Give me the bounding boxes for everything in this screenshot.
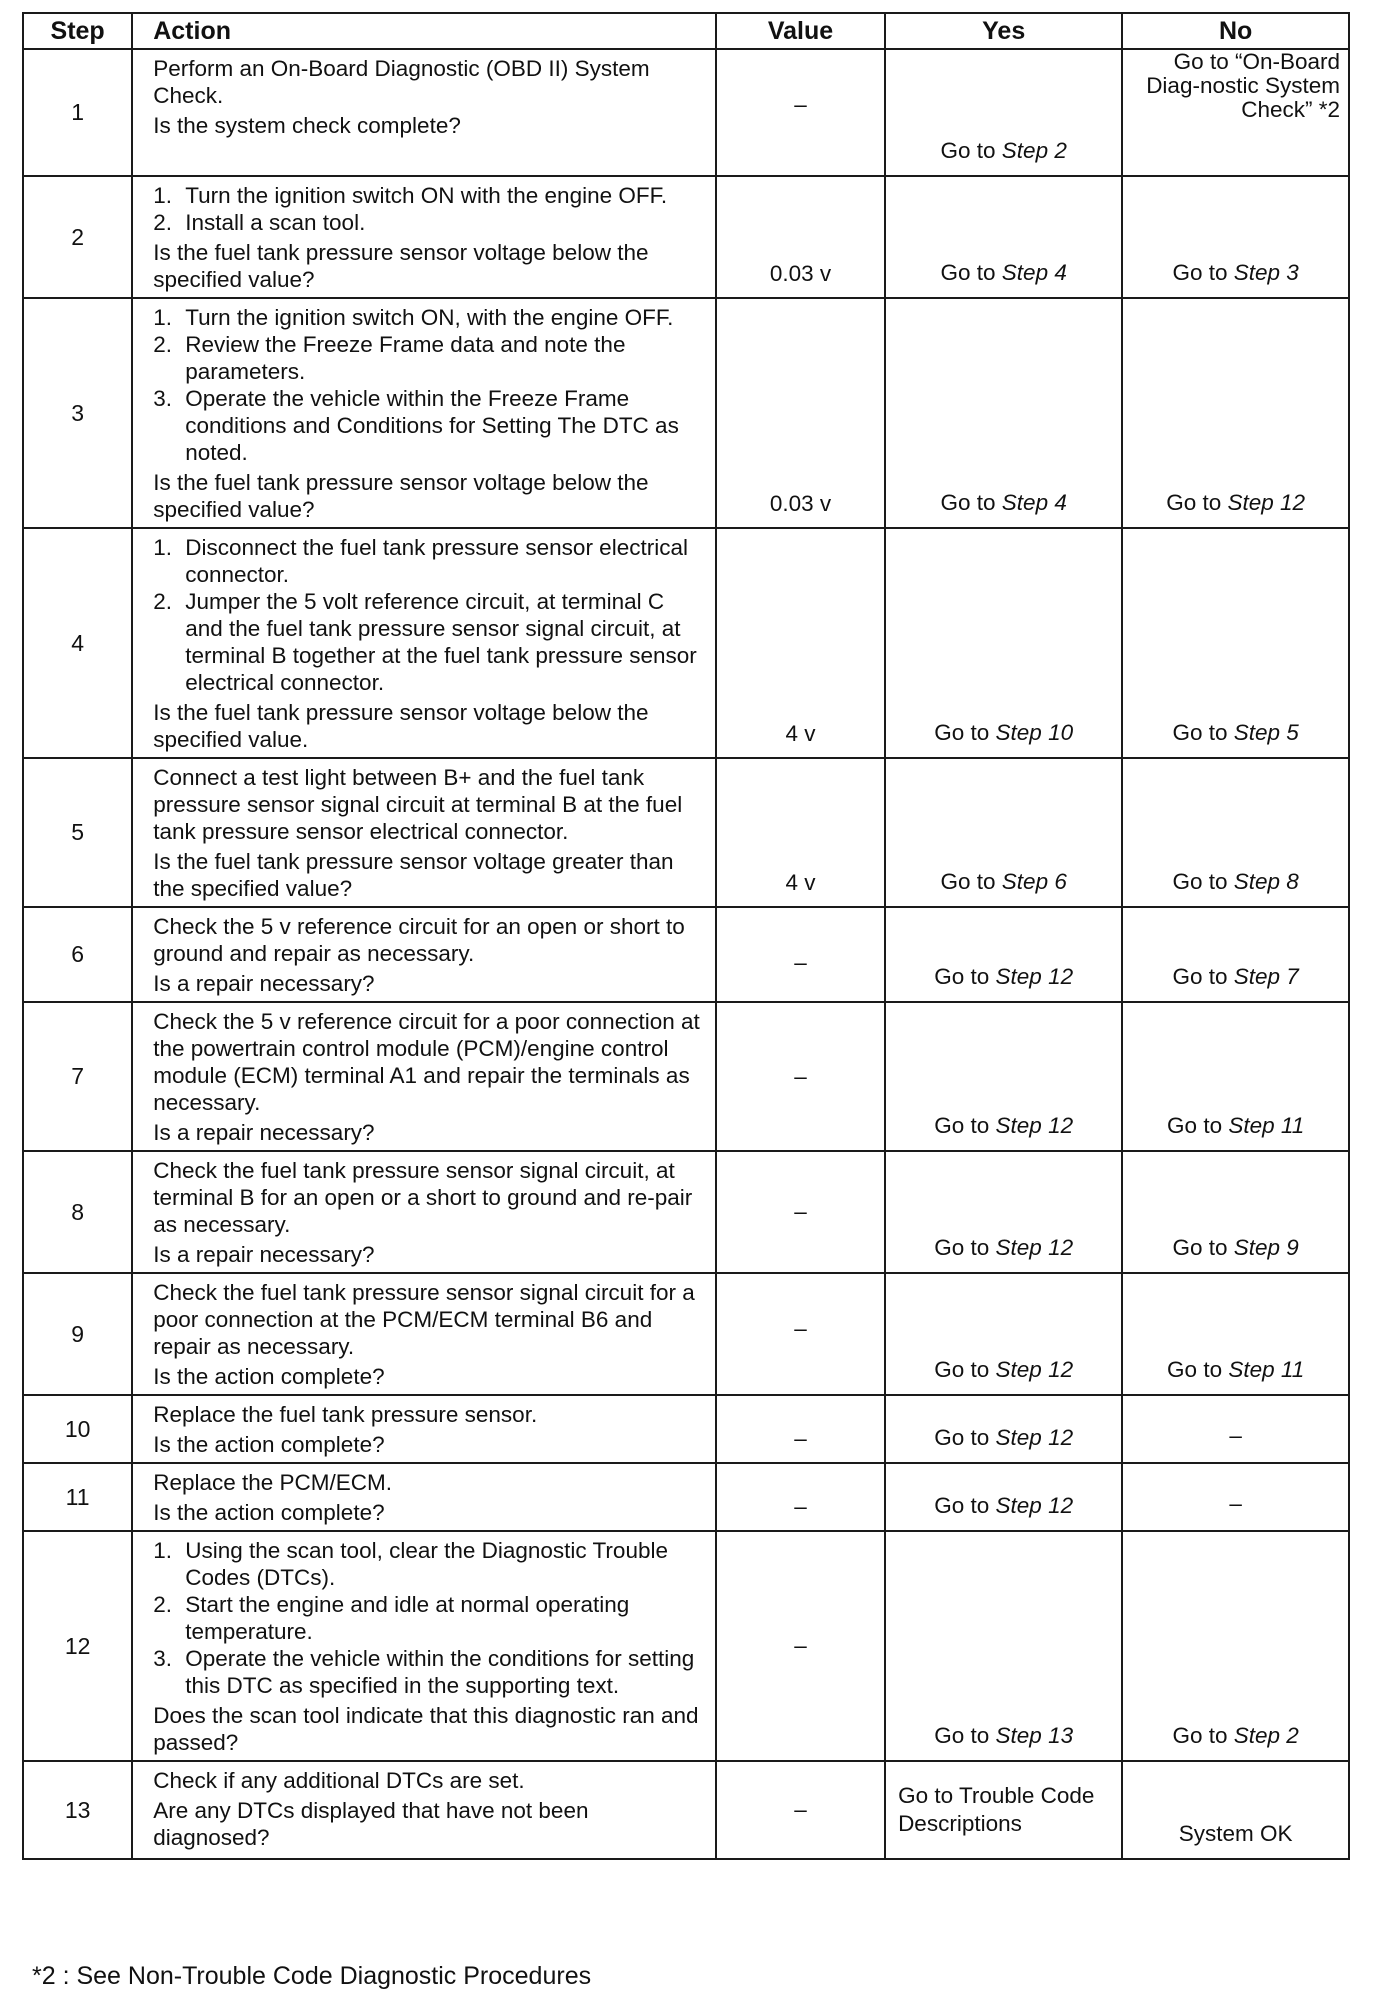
table-row [23, 1531, 1349, 1761]
action-question: Is the action complete? [153, 1500, 385, 1525]
no-cell [1122, 1463, 1349, 1531]
step-number: 12 [23, 1531, 132, 1761]
yes-text: Go to Trouble Code Descriptions [898, 1783, 1095, 1836]
list-text: Using the scan tool, clear the Diagnostic Trouble Codes (DTCs). [185, 1538, 668, 1590]
yes-step-link[interactable]: Step 12 [995, 1425, 1074, 1450]
yes-prefix: Go to [934, 1425, 996, 1450]
action-question: Is a repair necessary? [153, 1242, 375, 1267]
action-cell [132, 1463, 716, 1531]
list-text: Turn the ignition switch ON, with the engine OFF. [185, 305, 674, 330]
list-number: 2. [153, 589, 172, 614]
no-prefix: Go to [1167, 1113, 1229, 1138]
no-prefix: Go to [1172, 964, 1234, 989]
header-yes: Yes [885, 13, 1122, 49]
action-cell [132, 1531, 716, 1761]
no-cell [1122, 1151, 1349, 1273]
action-text: Check the 5 v reference circuit for an open or short to ground and repair as necessary. [153, 914, 685, 966]
action-cell [132, 1395, 716, 1463]
action-cell [132, 176, 716, 298]
yes-cell [885, 758, 1122, 907]
list-number: 1. [153, 183, 172, 208]
yes-prefix: Go to [940, 490, 1002, 515]
value-cell: – [716, 1002, 885, 1151]
table-row [23, 758, 1349, 907]
step-number: 6 [23, 907, 132, 1002]
list-text: Start the engine and idle at normal operating temperature. [185, 1592, 630, 1644]
yes-prefix: Go to [934, 1493, 996, 1518]
no-text: – [1229, 1491, 1242, 1516]
yes-step-link[interactable]: Step 12 [995, 1235, 1074, 1260]
list-text: Operate the vehicle within the conditions for setting this DTC as specified in the supporting text. [185, 1646, 695, 1698]
action-list-item [153, 182, 705, 209]
yes-step-link[interactable]: Step 10 [995, 720, 1074, 745]
value-cell: – [716, 49, 885, 176]
yes-prefix: Go to [934, 720, 996, 745]
table-row [23, 1002, 1349, 1151]
table-row [23, 528, 1349, 758]
step-number: 10 [23, 1395, 132, 1463]
action-list-item [153, 1537, 705, 1591]
header-action: Action [132, 13, 716, 49]
action-cell [132, 1273, 716, 1395]
table-row [23, 298, 1349, 528]
action-question: Is the system check complete? [153, 113, 461, 138]
footnote: *2 : See Non-Trouble Code Diagnostic Procedures [32, 1962, 592, 1990]
step-number: 13 [23, 1761, 132, 1859]
list-text: Review the Freeze Frame data and note the parameters. [185, 332, 626, 384]
action-cell [132, 528, 716, 758]
action-cell [132, 907, 716, 1002]
list-number: 3. [153, 1646, 172, 1671]
yes-prefix: Go to [934, 964, 996, 989]
value-cell: 4 v [716, 758, 885, 907]
action-cell [132, 1002, 716, 1151]
table-row [23, 176, 1349, 298]
yes-cell [885, 1002, 1122, 1151]
no-cell [1122, 298, 1349, 528]
list-text: Operate the vehicle within the Freeze Frame conditions and Conditions for Setting The DTC as noted. [185, 386, 679, 465]
action-cell [132, 298, 716, 528]
yes-prefix: Go to [940, 869, 1002, 894]
value-cell: 0.03 v [716, 298, 885, 528]
step-number: 9 [23, 1273, 132, 1395]
list-number: 1. [153, 535, 172, 560]
action-cell [132, 758, 716, 907]
action-question: Is the fuel tank pressure sensor voltage greater than the specified value? [153, 849, 674, 901]
no-cell [1122, 907, 1349, 1002]
value-cell: – [716, 907, 885, 1002]
yes-cell [885, 1531, 1122, 1761]
table-row [23, 49, 1349, 176]
yes-step-link[interactable]: Step 12 [995, 1357, 1074, 1382]
action-question: Is the fuel tank pressure sensor voltage below the specified value? [153, 470, 649, 522]
no-step-link[interactable]: Step 5 [1233, 720, 1299, 745]
no-text: Go to “On-Board Diag-nostic System Check” *2 [1146, 49, 1340, 122]
no-cell [1122, 758, 1349, 907]
list-number: 2. [153, 332, 172, 357]
no-step-link[interactable]: Step 2 [1233, 1723, 1299, 1748]
action-text: Perform an On-Board Diagnostic (OBD II) System Check. [153, 56, 650, 108]
yes-cell [885, 298, 1122, 528]
yes-prefix: Go to [934, 1723, 996, 1748]
no-text: System OK [1178, 1821, 1293, 1846]
step-number: 3 [23, 298, 132, 528]
step-number: 1 [23, 49, 132, 176]
action-list-item [153, 331, 705, 385]
no-cell [1122, 1273, 1349, 1395]
yes-step-link[interactable]: Step 12 [995, 964, 1074, 989]
header-no: No [1122, 13, 1349, 49]
action-text: Check the fuel tank pressure sensor signal circuit for a poor connection at the PCM/ECM terminal B6 and repair as necessary. [153, 1280, 695, 1359]
yes-step-link[interactable]: Step 4 [1001, 490, 1067, 515]
table-row [23, 1761, 1349, 1859]
yes-step-link[interactable]: Step 13 [995, 1723, 1074, 1748]
table-header-row [23, 13, 1349, 49]
step-number: 11 [23, 1463, 132, 1531]
yes-cell [885, 1761, 1122, 1859]
yes-cell [885, 528, 1122, 758]
no-prefix: Go to [1172, 260, 1234, 285]
no-step-link[interactable]: Step 12 [1227, 490, 1306, 515]
list-number: 2. [153, 210, 172, 235]
action-text: Check the 5 v reference circuit for a poor connection at the powertrain control module (PCM)/engine control module (ECM) terminal A1 and repair the terminals as necessary. [153, 1009, 700, 1115]
yes-cell [885, 1463, 1122, 1531]
list-text: Install a scan tool. [185, 210, 366, 235]
diagnostic-table-container [22, 12, 1350, 1860]
value-cell: – [716, 1395, 885, 1463]
list-number: 1. [153, 1538, 172, 1563]
no-cell [1122, 1531, 1349, 1761]
step-number: 2 [23, 176, 132, 298]
no-text: – [1229, 1423, 1242, 1448]
list-text: Jumper the 5 volt reference circuit, at terminal C and the fuel tank pressure sensor signal circuit, at terminal B together at the fuel tank pressure sensor electrical connector. [185, 589, 697, 695]
no-cell [1122, 176, 1349, 298]
yes-prefix: Go to [934, 1357, 996, 1382]
no-step-link[interactable]: Step 3 [1233, 260, 1299, 285]
no-step-link[interactable]: Step 9 [1233, 1235, 1299, 1260]
action-cell [132, 49, 716, 176]
yes-cell [885, 49, 1122, 176]
no-step-link[interactable]: Step 11 [1228, 1357, 1305, 1382]
no-cell [1122, 528, 1349, 758]
no-cell [1122, 1395, 1349, 1463]
yes-cell [885, 1151, 1122, 1273]
yes-prefix: Go to [934, 1235, 996, 1260]
yes-prefix: Go to [940, 138, 1002, 163]
value-cell: – [716, 1761, 885, 1859]
action-question: Is the action complete? [153, 1432, 385, 1457]
action-list-item [153, 534, 705, 588]
header-value: Value [716, 13, 885, 49]
yes-cell [885, 1395, 1122, 1463]
action-list-item [153, 385, 705, 466]
no-prefix: Go to [1172, 720, 1234, 745]
list-number: 1. [153, 305, 172, 330]
yes-cell [885, 907, 1122, 1002]
action-cell [132, 1761, 716, 1859]
action-question: Is the fuel tank pressure sensor voltage below the specified value? [153, 240, 649, 292]
action-question: Is a repair necessary? [153, 1120, 375, 1145]
value-cell: – [716, 1463, 885, 1531]
yes-cell [885, 1273, 1122, 1395]
action-text: Check if any additional DTCs are set. [153, 1768, 525, 1793]
list-number: 3. [153, 386, 172, 411]
no-prefix: Go to [1166, 490, 1228, 515]
yes-step-link[interactable]: Step 2 [1001, 138, 1067, 163]
action-text: Check the fuel tank pressure sensor signal circuit, at terminal B for an open or a short to ground and re-pair as necessary. [153, 1158, 693, 1237]
action-text: Replace the fuel tank pressure sensor. [153, 1402, 538, 1427]
no-cell [1122, 49, 1349, 176]
value-cell: – [716, 1273, 885, 1395]
value-cell: – [716, 1151, 885, 1273]
list-number: 2. [153, 1592, 172, 1617]
action-cell [132, 1151, 716, 1273]
step-number: 7 [23, 1002, 132, 1151]
yes-prefix: Go to [934, 1113, 996, 1138]
yes-step-link[interactable]: Step 12 [995, 1113, 1074, 1138]
table-row [23, 1273, 1349, 1395]
step-number: 5 [23, 758, 132, 907]
action-list-item [153, 1645, 705, 1699]
no-prefix: Go to [1167, 1357, 1229, 1382]
table-row [23, 1151, 1349, 1273]
action-list-item [153, 1591, 705, 1645]
yes-prefix: Go to [940, 260, 1002, 285]
yes-cell [885, 176, 1122, 298]
value-cell: 0.03 v [716, 176, 885, 298]
list-text: Disconnect the fuel tank pressure sensor electrical connector. [185, 535, 688, 587]
yes-step-link[interactable]: Step 4 [1001, 260, 1067, 285]
yes-step-link[interactable]: Step 12 [995, 1493, 1074, 1518]
table-row [23, 1463, 1349, 1531]
yes-step-link[interactable]: Step 6 [1001, 869, 1067, 894]
no-prefix: Go to [1172, 869, 1234, 894]
no-step-link[interactable]: Step 8 [1233, 869, 1299, 894]
no-step-link[interactable]: Step 7 [1233, 964, 1299, 989]
table-row [23, 1395, 1349, 1463]
action-question: Does the scan tool indicate that this diagnostic ran and passed? [153, 1703, 699, 1755]
no-step-link[interactable]: Step 11 [1228, 1113, 1305, 1138]
action-text: Connect a test light between B+ and the fuel tank pressure sensor signal circuit at terminal B at the fuel tank pressure sensor electrical connector. [153, 765, 683, 844]
diagnostic-table [22, 12, 1350, 1860]
header-step: Step [23, 13, 132, 49]
no-cell [1122, 1002, 1349, 1151]
no-prefix: Go to [1172, 1235, 1234, 1260]
action-question: Is the action complete? [153, 1364, 385, 1389]
value-cell: 4 v [716, 528, 885, 758]
action-list-item [153, 588, 705, 696]
action-question: Is the fuel tank pressure sensor voltage below the specified value. [153, 700, 649, 752]
list-text: Turn the ignition switch ON with the engine OFF. [185, 183, 668, 208]
value-cell: – [716, 1531, 885, 1761]
action-list-item [153, 209, 705, 236]
action-text: Replace the PCM/ECM. [153, 1470, 393, 1495]
action-question: Are any DTCs displayed that have not been diagnosed? [153, 1798, 589, 1850]
no-cell [1122, 1761, 1349, 1859]
action-question: Is a repair necessary? [153, 971, 375, 996]
step-number: 4 [23, 528, 132, 758]
step-number: 8 [23, 1151, 132, 1273]
action-list-item [153, 304, 705, 331]
table-row [23, 907, 1349, 1002]
no-prefix: Go to [1172, 1723, 1234, 1748]
